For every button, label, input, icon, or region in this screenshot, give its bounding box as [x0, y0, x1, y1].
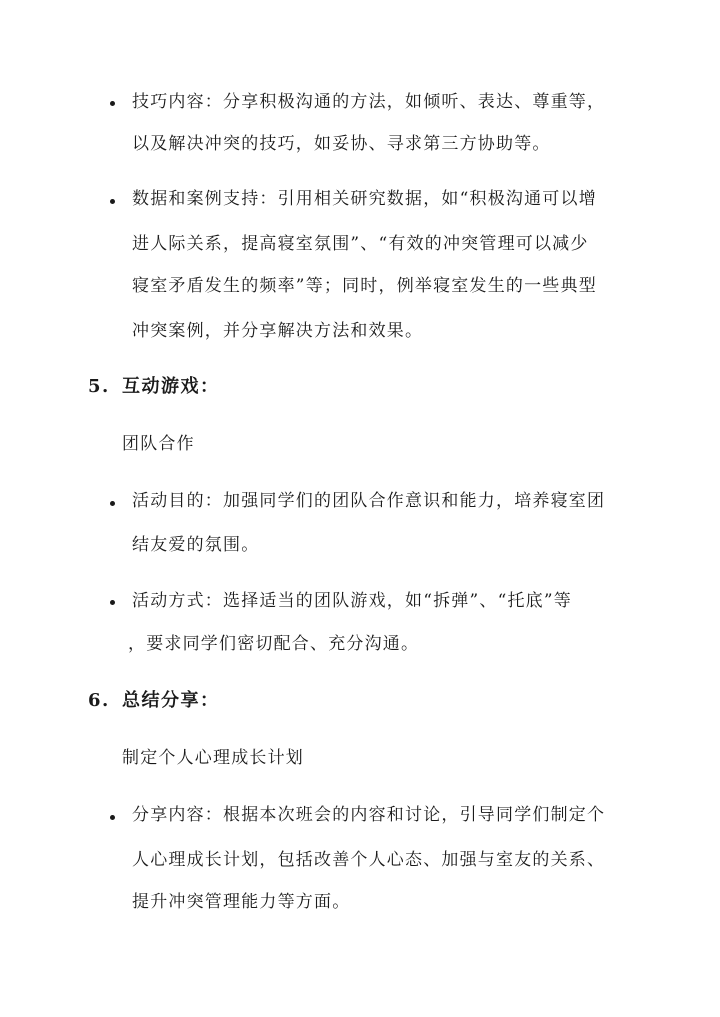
section-6-subtitle: 制定个人心理成长计划 [122, 748, 304, 768]
section-6-title: 总结分享： [122, 690, 220, 711]
bullet-2-line-1: 数据和案例支持：引用相关研究数据，如“积极沟通可以增 [132, 189, 597, 209]
bullet-4-line-1: 活动方式：选择适当的团队游戏，如“拆弹”、“托底”等 [132, 591, 572, 611]
bullet-dot [110, 199, 115, 204]
section-6-number: 6. [88, 690, 110, 711]
bullet-2-line-4: 冲突案例，并分享解决方法和效果。 [132, 321, 424, 341]
bullet-dot [110, 600, 115, 605]
bullet-4-line-2: ，要求同学们密切配合、充分沟通。 [128, 634, 420, 654]
bullet-1-line-2: 以及解决冲突的技巧，如妥协、寻求第三方协助等。 [132, 134, 551, 154]
bullet-dot [110, 501, 115, 506]
bullet-dot [110, 815, 115, 820]
bullet-2-line-3: 寝室矛盾发生的频率”等；同时，例举寝室发生的一些典型 [132, 276, 597, 296]
bullet-3-line-2: 结友爱的氛围。 [132, 535, 260, 555]
section-5-number: 5. [88, 376, 110, 397]
section-5-title: 互动游戏： [122, 376, 220, 397]
bullet-3-line-1: 活动目的：加强同学们的团队合作意识和能力，培养寝室团 [132, 491, 606, 511]
bullet-1-line-1: 技巧内容：分享积极沟通的方法，如倾听、表达、尊重等， [132, 92, 606, 112]
bullet-dot [110, 101, 115, 106]
bullet-5-line-3: 提升冲突管理能力等方面。 [132, 892, 351, 912]
section-6-heading [88, 689, 220, 713]
section-5-heading [88, 375, 220, 399]
section-5-subtitle: 团队合作 [122, 434, 195, 454]
bullet-5-line-1: 分享内容：根据本次班会的内容和讨论，引导同学们制定个 [132, 805, 606, 825]
bullet-2-line-2: 进人际关系，提高寝室氛围”、“有效的冲突管理可以减少 [132, 234, 589, 254]
bullet-5-line-2: 人心理成长计划，包括改善个人心态、加强与室友的关系、 [132, 850, 606, 870]
